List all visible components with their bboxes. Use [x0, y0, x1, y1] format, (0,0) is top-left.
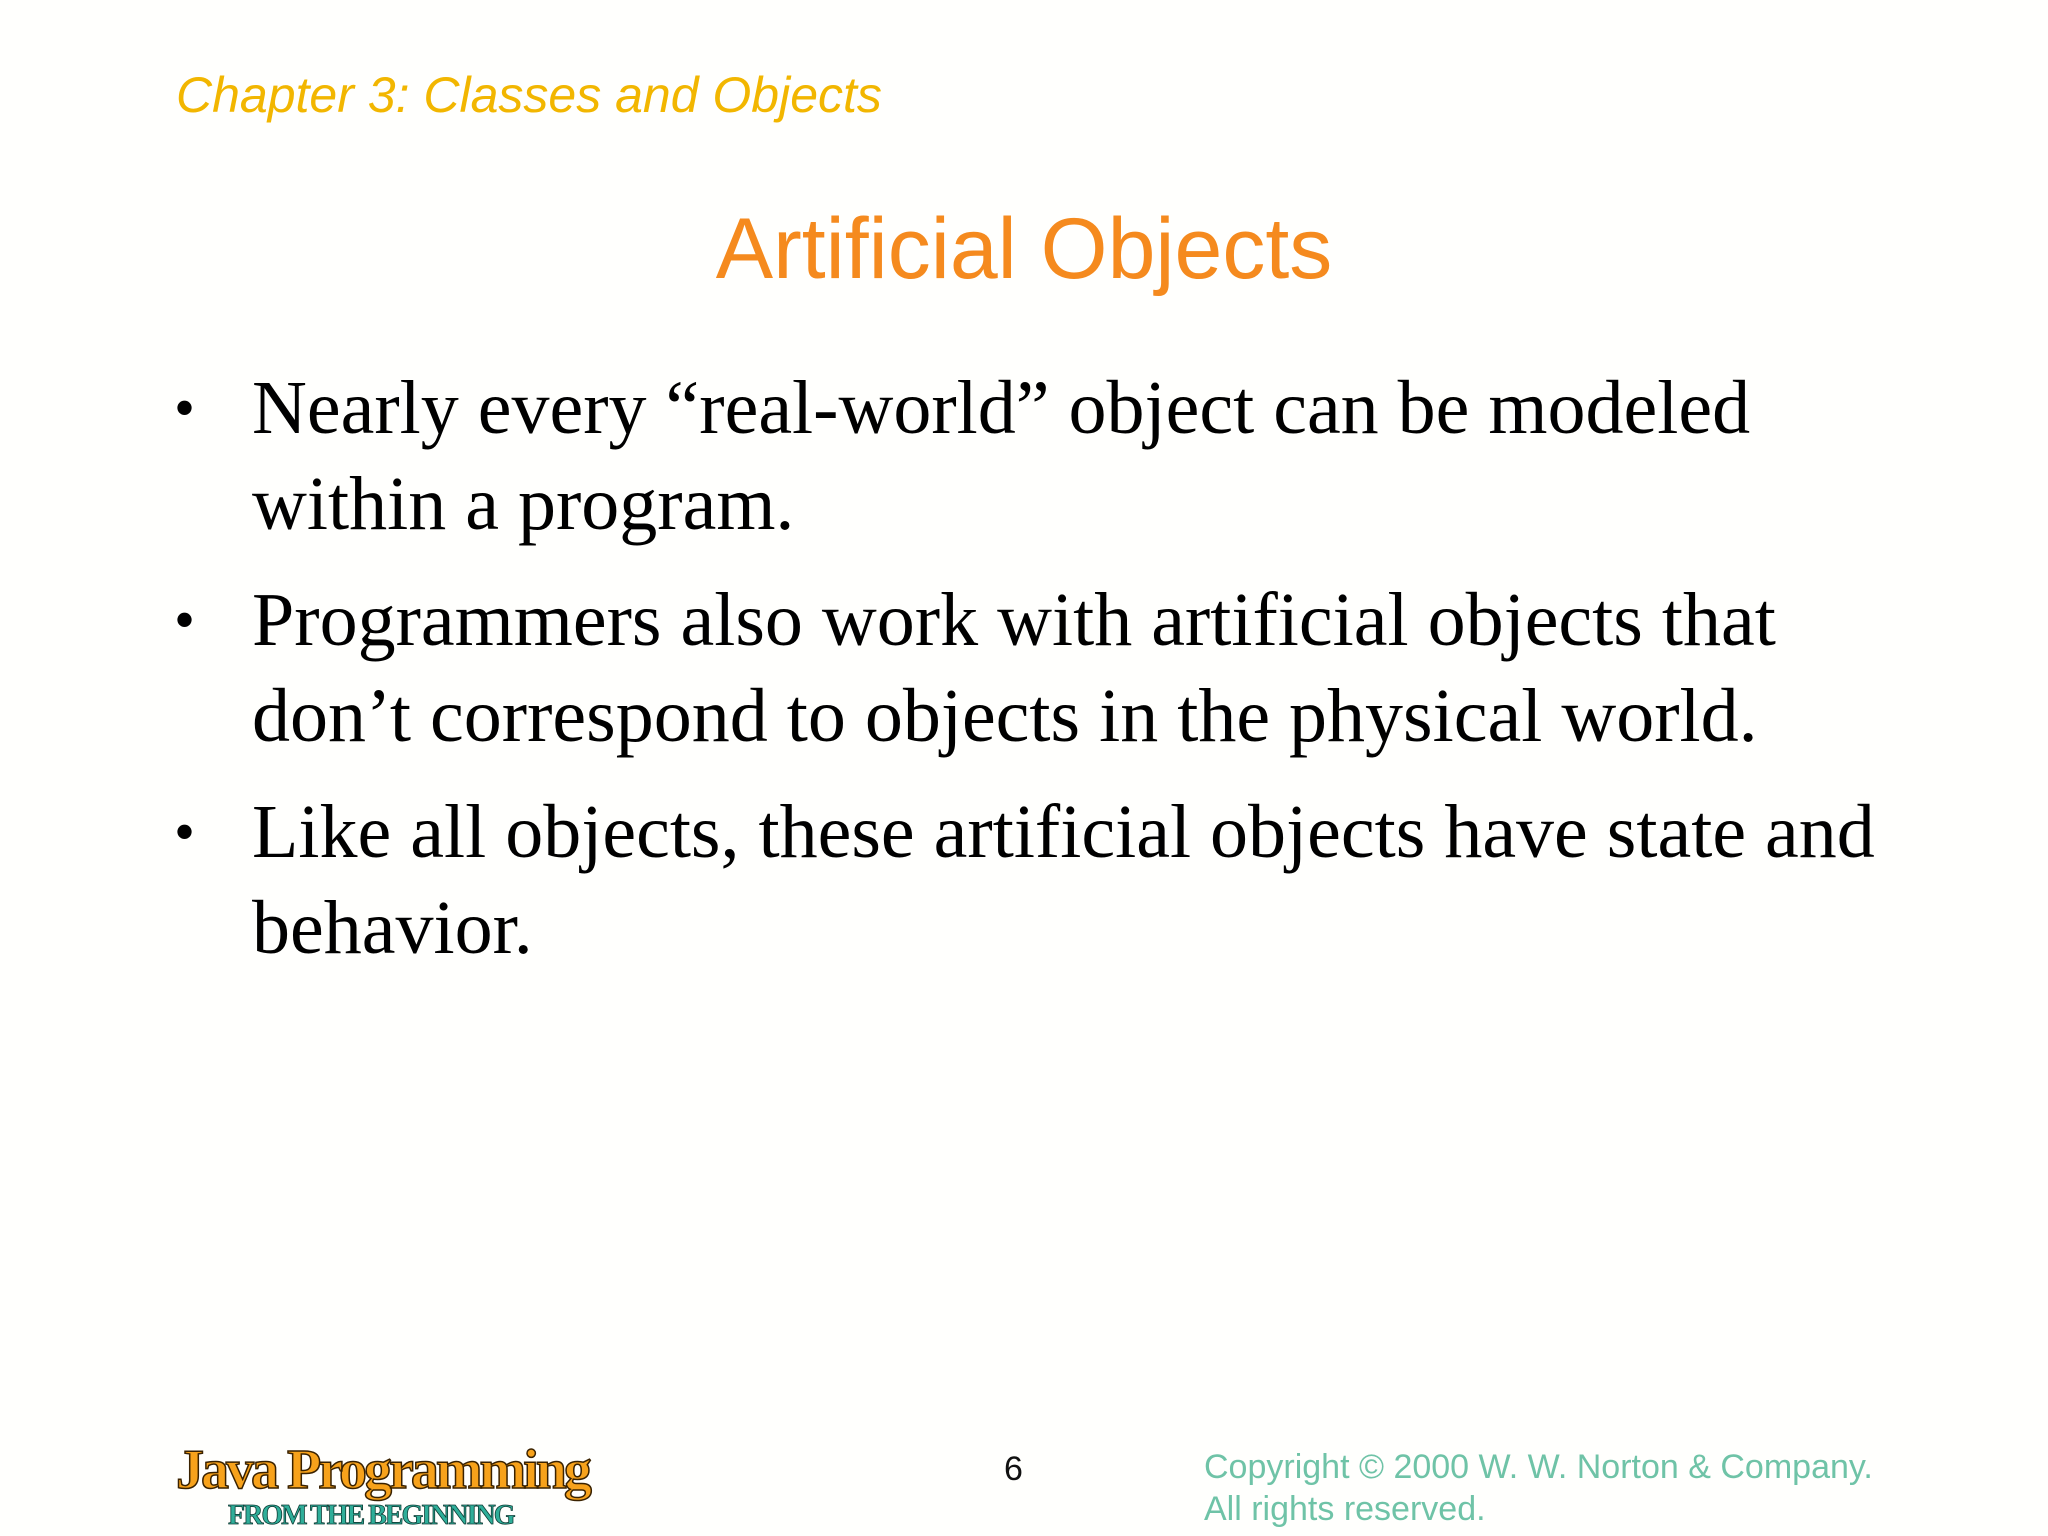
logo-sub-text: FROM THE BEGINNING	[228, 1500, 514, 1531]
copyright-line: All rights reserved.	[1204, 1490, 1486, 1528]
copyright-notice	[1204, 1446, 1873, 1530]
copyright-line: Copyright © 2000 W. W. Norton & Company.	[1204, 1448, 1873, 1486]
logo-main-text: Java Programming	[176, 1439, 589, 1501]
bullet-item	[170, 572, 1910, 764]
slide-title: Artificial Objects	[715, 201, 1333, 297]
chapter-header: Chapter 3: Classes and Objects	[176, 67, 882, 123]
bullet-list	[170, 360, 1910, 996]
bullet-dot: •	[174, 799, 196, 865]
page-number: 6	[1004, 1450, 1023, 1488]
book-logo	[176, 1440, 656, 1536]
bullet-text: Nearly every “real-world” object can be modeled within a program.	[252, 366, 1751, 546]
bullet-dot: •	[174, 587, 196, 653]
bullet-text: Programmers also work with artificial objects that don’t correspond to objects in the physical world.	[252, 578, 1776, 758]
bullet-text: Like all objects, these artificial objects have state and behavior.	[252, 790, 1875, 970]
bullet-item	[170, 784, 1910, 976]
bullet-item	[170, 360, 1910, 552]
bullet-dot: •	[174, 375, 196, 441]
